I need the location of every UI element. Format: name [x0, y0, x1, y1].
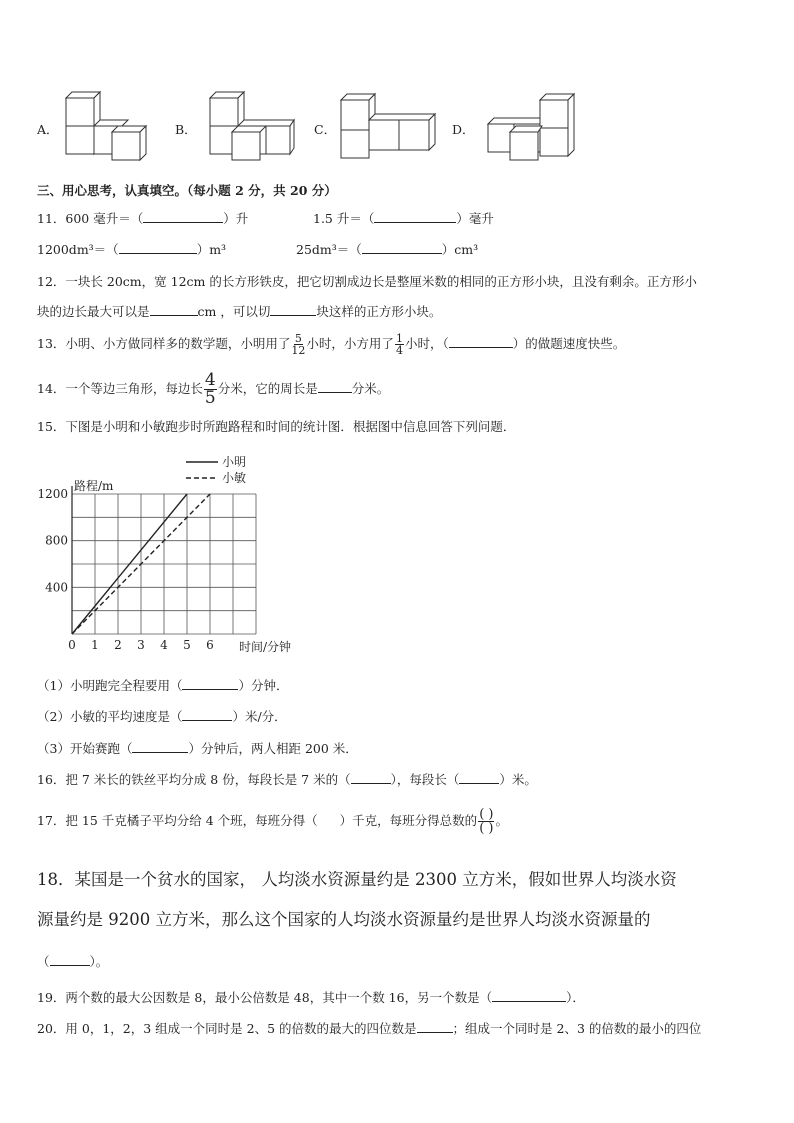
y-tick-label: 800	[45, 533, 68, 548]
fraction-4-5: $\frac{4}{5}$	[204, 370, 216, 408]
question-18-line3: （ ）。	[37, 954, 109, 969]
fraction-5-12: $\frac{5}{12}$	[291, 332, 306, 357]
y-tick-label: 1200	[37, 487, 68, 501]
answer-blank[interactable]	[449, 335, 513, 348]
x-tick-label: 5	[183, 638, 191, 652]
question-11-row2: 1200dm³＝（ ）m³	[37, 242, 227, 257]
x-tick-label: 4	[160, 638, 168, 652]
question-13: 13．小明、小方做同样多的数学题，小明用了 $\frac{5}{12}$ 小时，小方用了 $\frac{1}{4}$ 小时，（ ）的做题速度快些。	[37, 332, 626, 357]
x-tick-label: 6	[206, 638, 214, 652]
question-15-sub2: （2）小敏的平均速度是（ ）米/分．	[37, 709, 287, 724]
option-c-figure	[337, 90, 437, 162]
answer-blank[interactable]	[119, 241, 197, 254]
y-axis-label: 路程/m	[74, 479, 114, 493]
question-15-sub1: （1）小明跑完全程要用（ ）分钟．	[37, 678, 289, 693]
legend-label: 小敏	[222, 471, 247, 485]
question-11-row1: 11．600 毫升＝（ ）升	[37, 211, 249, 226]
fraction-1-4: $\frac{1}{4}$	[395, 332, 403, 357]
option-b-figure	[206, 86, 302, 164]
answer-blank[interactable]	[143, 210, 223, 223]
option-c-label: C．	[314, 122, 337, 137]
question-15-sub3: （3）开始赛跑（ ）分钟后，两人相距 200 米．	[37, 741, 358, 756]
distance-time-chart	[30, 450, 330, 662]
question-12-line2: 块的边长最大可以是 cm ，可以切 块这样的正方形小块。	[37, 304, 442, 319]
y-tick-label: 400	[45, 580, 68, 595]
option-a-figure	[62, 90, 158, 162]
option-b-label: B．	[175, 122, 197, 137]
option-d-figure	[484, 88, 584, 164]
fraction-blank[interactable]: $\frac{( )}{( )}$	[479, 807, 494, 836]
answer-blank[interactable]	[362, 241, 442, 254]
answer-blank[interactable]	[270, 303, 316, 316]
answer-blank[interactable]	[318, 380, 352, 393]
answer-blank[interactable]	[459, 771, 499, 784]
question-16: 16．把 7 米长的铁丝平均分成 8 份，每段长是 7 米的（ ），每段长（ ）米。	[37, 772, 537, 787]
question-12-line1: 12．一块长 20cm，宽 12cm 的长方形铁皮，把它切割成边长是整厘米数的相同的正方形小块，且没有剩余。正方形小	[37, 274, 697, 289]
x-tick-label: 0	[68, 638, 76, 652]
answer-blank[interactable]	[374, 210, 456, 223]
answer-blank[interactable]	[182, 708, 232, 721]
answer-blank[interactable]	[50, 953, 90, 966]
question-20: 20．用 0，1，2，3 组成一个同时是 2、5 的倍数的最大的四位数是 ；组成一个同时是 2、3 的倍数的最小的四位	[37, 1021, 702, 1036]
question-18-line1: 18．某国是一个贫水的国家， 人均淡水资源量约是 2300 立方米，假如世界人均淡水资	[37, 870, 677, 889]
question-17: 17．把 15 千克橘子平均分给 4 个班，每班分得（ ）千克，每班分得总数的 $\frac{( )}{( )}$ 。	[37, 807, 508, 836]
x-tick-label: 2	[114, 638, 122, 652]
answer-blank[interactable]	[182, 677, 238, 690]
answer-blank[interactable]	[351, 771, 391, 784]
x-tick-label: 3	[137, 638, 145, 652]
legend-label: 小明	[222, 455, 247, 469]
question-18-line2: 源量约是 9200 立方米，那么这个国家的人均淡水资源量约是世界人均淡水资源量的	[37, 910, 651, 929]
option-a-label: A．	[37, 122, 59, 137]
answer-blank[interactable]	[150, 303, 198, 316]
question-19: 19．两个数的最大公因数是 8，最小公倍数是 48，其中一个数 16，另一个数是（ ）．	[37, 990, 585, 1005]
question-14: 14．一个等边三角形，每边长 $\frac{4}{5}$ 分米，它的周长是 分米。	[37, 370, 390, 408]
section-header: 三、用心思考，认真填空。（每小题 2 分，共 20 分）	[37, 183, 337, 198]
answer-blank[interactable]	[492, 989, 566, 1002]
answer-blank[interactable]	[132, 740, 188, 753]
x-tick-label: 1	[91, 638, 99, 652]
question-15-text: 15．下图是小明和小敏跑步时所跑路程和时间的统计图．根据图中信息回答下列问题．	[37, 419, 516, 434]
answer-blank[interactable]	[417, 1020, 453, 1033]
option-d-label: D．	[452, 122, 475, 137]
question-11-row2b: 25dm³＝（ ）cm³	[296, 242, 479, 257]
question-11-row1b: 1.5 升＝（ ）毫升	[313, 211, 494, 226]
x-axis-label: 时间/分钟	[239, 640, 292, 654]
